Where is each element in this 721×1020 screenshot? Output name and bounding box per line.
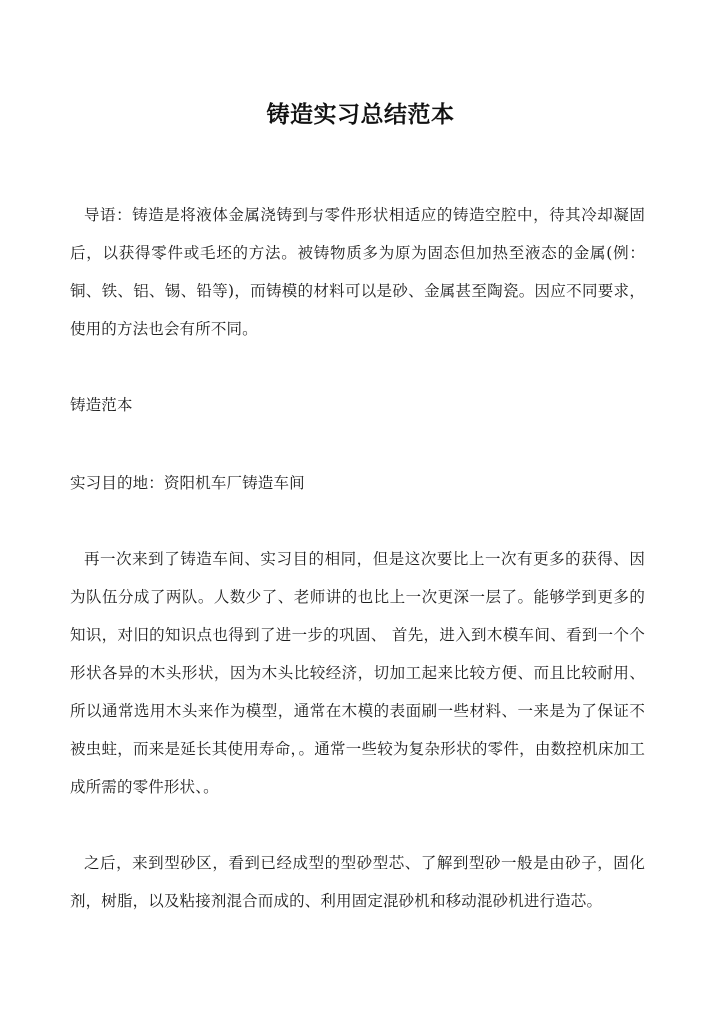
- page-title: 铸造实习总结范本: [266, 101, 455, 129]
- paragraph-body-1: 再一次来到了铸造车间、实习目的相同，但是这次要比上一次有更多的获得、因为队伍分成了两队。人数少了、老师讲的也比上一次更深一层了。能够学到更多的知识，对旧的知识点也得到了进一步的巩固、 首先，进入到木模车间、看到一个个形状各异的木头形状，因为木头比较经济，切加工起来比较方便、而且比较耐用、所以通常选用木头来作为模型，通常在木模的表面刷一些材料、一来是为了保证不被虫蛀，而来是延长其使用寿命，。通常一些较为复杂形状的零件，由数控机床加工成所需的零件形状、。: [70, 550, 645, 796]
- paragraph-body-2: 之后，来到型砂区，看到已经成型的型砂型芯、了解到型砂一般是由砂子，固化剂，树脂，以及粘接剂混合而成的、利用固定混砂机和移动混砂机进行造芯。: [70, 854, 645, 910]
- document-body: [70, 196, 645, 920]
- paragraph-spacer: [70, 502, 645, 540]
- section-heading-casting-sample: 铸造范本: [70, 396, 133, 414]
- paragraph-spacer: [70, 348, 645, 386]
- paragraph-spacer: [70, 806, 645, 844]
- paragraph-intro: 导语：铸造是将液体金属浇铸到与零件形状相适应的铸造空腔中，待其冷却凝固后，以获得零件或毛坯的方法。被铸物质多为原为固态但加热至液态的金属(例：铜、铁、铝、锡、铅等)，而铸模的材料可以是砂、金属甚至陶瓷。因应不同要求，使用的方法也会有所不同。: [70, 206, 645, 338]
- paragraph-spacer: [70, 424, 645, 464]
- paragraph-internship-location: 实习目的地：资阳机车厂铸造车间: [70, 474, 305, 492]
